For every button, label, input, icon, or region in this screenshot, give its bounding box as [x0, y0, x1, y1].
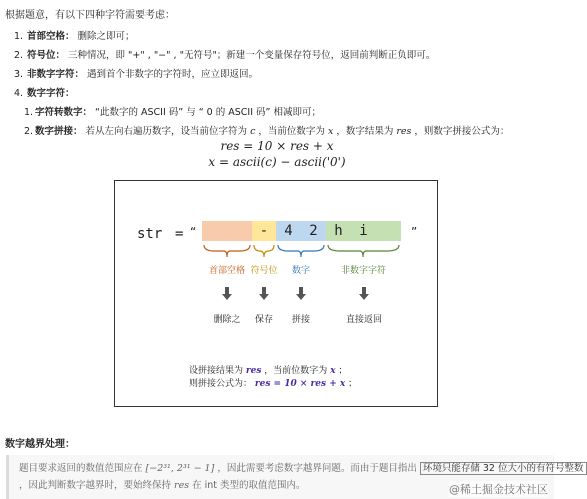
watermark: @稀土掘金技术社区 — [449, 483, 548, 496]
list-item: 3. 非数字字符： 遇到首个非数字的字符时，应立即返回。 — [14, 69, 259, 80]
label-non-digits: 非数字字符 — [340, 266, 386, 276]
arrow-down-icon — [358, 287, 370, 301]
arrow-down-icon — [258, 287, 270, 301]
brace-num — [276, 243, 326, 259]
action-concat: 拼接 — [291, 315, 310, 325]
cell-leading-spaces — [202, 221, 252, 241]
str-variable: str — [137, 226, 163, 242]
char-digit: 2 — [309, 223, 318, 239]
sub-list-item: 2. 数字拼接： 若从左向右遍历数字，设当前位字符为 c ，当前位数字为 x ，数字结果为 res ，则数字拼接公式为： — [24, 126, 510, 137]
list-item: 1. 首部空格： 删除之即可； — [14, 31, 135, 42]
equals-sign: = — [175, 226, 184, 242]
char-non-digit: i — [359, 223, 368, 239]
diagram-note: 设拼接结果为 res ，当前位数字为 x ； 则拼接公式为： res = 10 × res + x ； — [189, 366, 358, 389]
arrow-down-icon — [221, 287, 233, 301]
label-sign: 符号位 — [250, 266, 278, 276]
considerations-list — [14, 27, 550, 141]
item-title: 符号位： — [27, 50, 66, 61]
item-title: 字符转数字： — [35, 107, 93, 118]
intro-text: 根据题意，有以下四种字符需要考虑： — [5, 10, 175, 21]
arrow-down-icon — [295, 287, 307, 301]
close-quote: ” — [411, 225, 418, 239]
item-title: 数字字符： — [27, 88, 75, 99]
cell-digits — [276, 221, 326, 241]
item-title: 首部空格： — [27, 31, 75, 42]
formula-ascii: x = ascii(c) − ascii('0') — [208, 155, 346, 169]
action-save: 保存 — [254, 315, 273, 325]
char-non-digit: h — [334, 223, 343, 239]
sub-list-item: 1. 字符转数字： “此数字的 ASCII 码” 与 “ 0 的 ASCII 码” 相减即可； — [24, 107, 321, 118]
section-heading: 数字越界处理： — [5, 439, 75, 450]
blockquote: 题目要求返回的数值范围应在 [−2³¹, 2³¹ − 1] ，因此需要考虑数字越界问题。而由于题目指出 环境只能存储 32 位大小的有符号整数 ，因此判断数字越界时，要始终保持 res 在 int 类型的取值范围内。 — [6, 455, 554, 499]
item-title: 数字拼接： — [35, 126, 83, 137]
action-delete: 删除之 — [213, 315, 241, 325]
item-title: 非数字字符： — [27, 69, 85, 80]
brace-sign — [252, 243, 276, 259]
cell-sign: - — [252, 221, 276, 241]
highlight-box: 环境只能存储 32 位大小的有符号整数 — [420, 462, 587, 475]
sub-list — [24, 103, 550, 141]
list-item: 2. 符号位： 三种情况，即 "+" , "−" , "无符号"；新建一个变量保存符号位，返回前判断正负即可。 — [14, 50, 436, 61]
char-digit: 4 — [284, 223, 293, 239]
label-digits: 数字 — [291, 266, 310, 276]
label-leading-spaces: 首部空格 — [208, 266, 245, 276]
formula-concat: res = 10 × res + x — [220, 139, 334, 153]
cell-non-digits — [326, 221, 401, 241]
brace-non — [326, 243, 401, 259]
action-return: 直接返回 — [345, 315, 382, 325]
list-item: 4. 数字字符： — [14, 88, 75, 99]
diagram-figure — [114, 180, 438, 407]
open-quote: “ — [190, 225, 197, 239]
brace-space — [202, 243, 252, 259]
